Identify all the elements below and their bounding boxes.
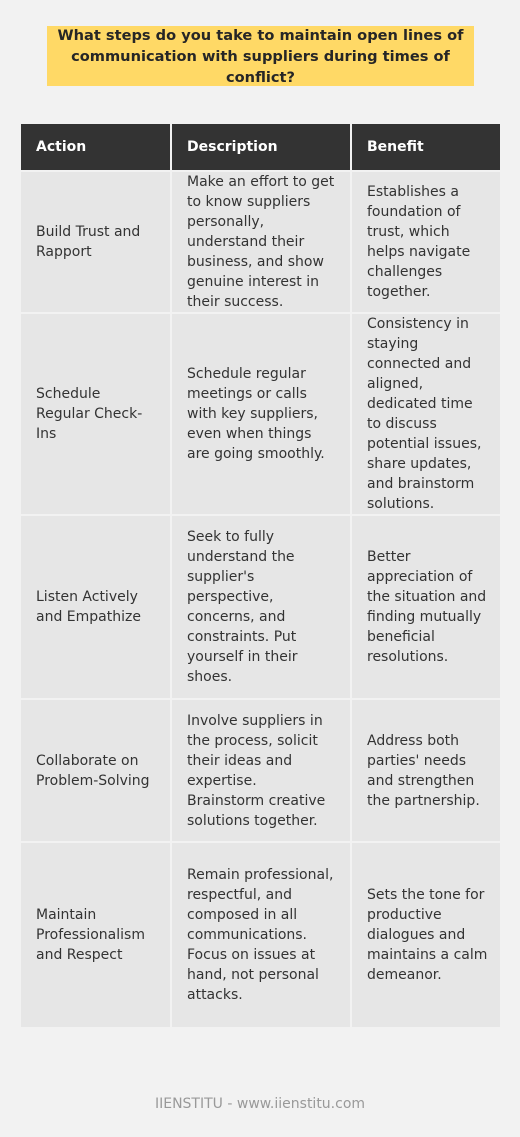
page-title: What steps do you take to maintain open lines of communication with suppliers during times of conflict? [57,26,464,86]
action-cell: Listen Actively and Empathize [21,514,170,698]
action-cell: Maintain Professionalism and Respect [21,841,170,1027]
table-row [21,841,500,1027]
action-cell: Collaborate on Problem-Solving [21,698,170,841]
benefit-cell: Establishes a foundation of trust, which helps navigate challenges together. [350,170,500,312]
column-header-description: Description [170,124,350,170]
description-cell: Seek to fully understand the supplier's perspective, concerns, and constraints. Put yourself in their shoes. [170,514,350,698]
description-cell: Involve suppliers in the process, solicit their ideas and expertise. Brainstorm creative solutions together. [170,698,350,841]
benefit-cell: Address both parties' needs and strengthen the partnership. [350,698,500,841]
benefit-cell: Consistency in staying connected and aligned, dedicated time to discuss potential issues, share updates, and brainstorm solutions. [350,312,500,514]
description-cell: Make an effort to get to know suppliers personally, understand their business, and show genuine interest in their success. [170,170,350,312]
title-banner [47,26,474,86]
table-header-row [21,124,500,170]
column-header-benefit: Benefit [350,124,500,170]
table-row [21,312,500,514]
table-row [21,698,500,841]
description-cell: Remain professional, respectful, and composed in all communications. Focus on issues at hand, not personal attacks. [170,841,350,1027]
table-row [21,170,500,312]
action-cell: Build Trust and Rapport [21,170,170,312]
description-cell: Schedule regular meetings or calls with key suppliers, even when things are going smoothly. [170,312,350,514]
benefit-cell: Sets the tone for productive dialogues and maintains a calm demeanor. [350,841,500,1027]
steps-table [21,124,500,1027]
column-header-action: Action [21,124,170,170]
action-cell: Schedule Regular Check-Ins [21,312,170,514]
table-row [21,514,500,698]
benefit-cell: Better appreciation of the situation and finding mutually beneficial resolutions. [350,514,500,698]
footer-credit: IIENSTITU - www.iienstitu.com [154,1096,366,1112]
